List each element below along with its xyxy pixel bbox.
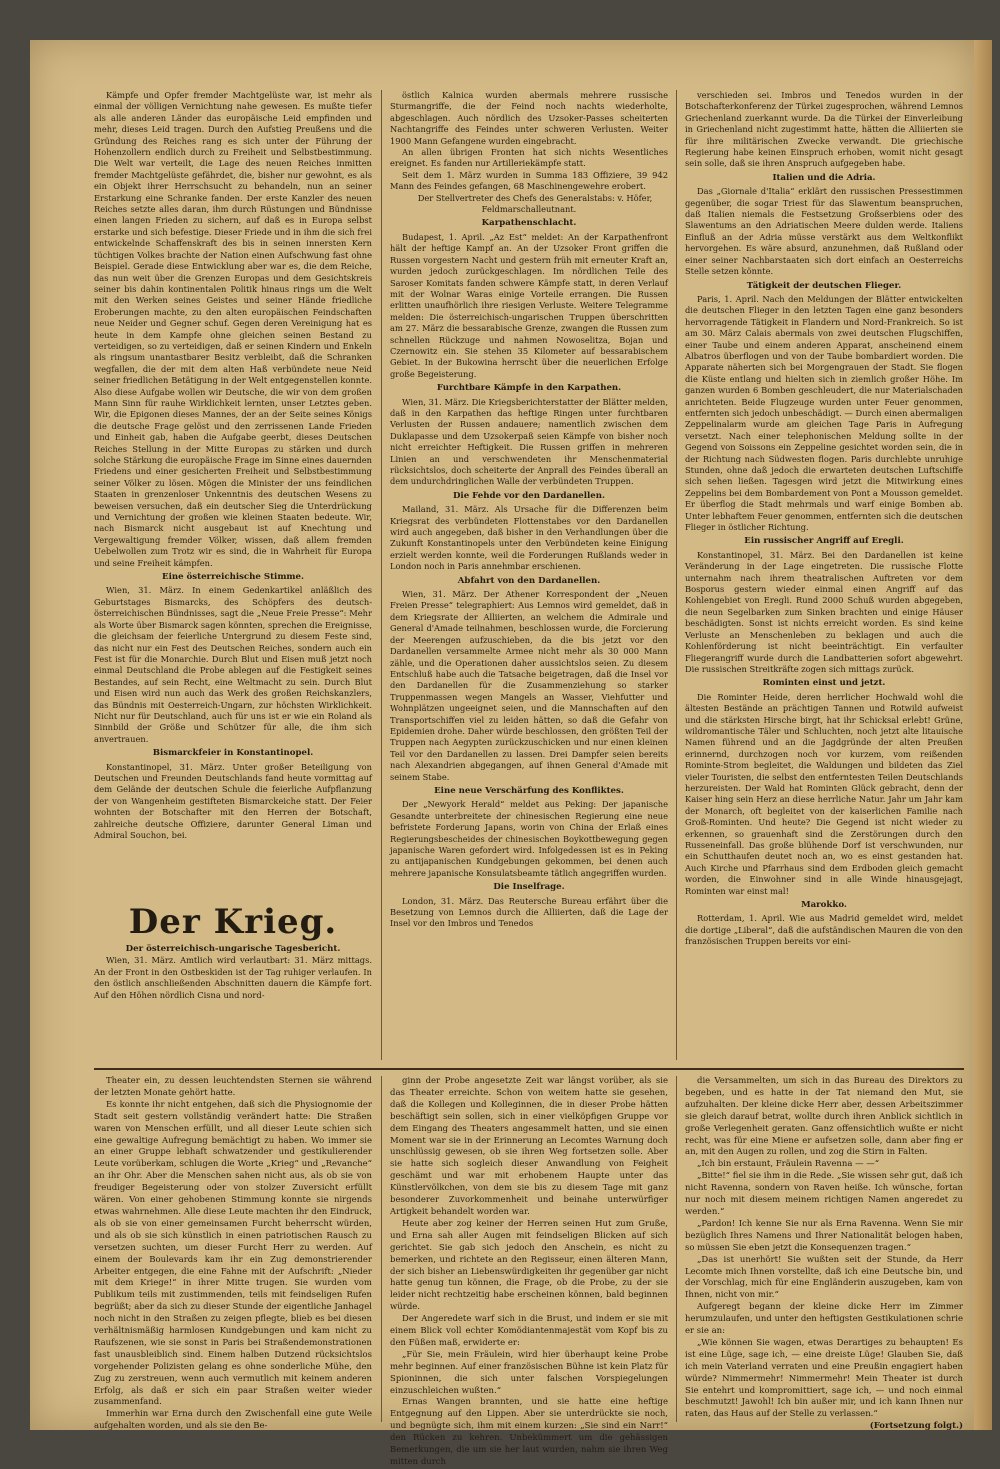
- article-text: Rotterdam, 1. April. Wie aus Madrid gemeldet wird, meldet die dortige „Liberal“, daß die aufständischen Mauren die von den französischen Truppen bereits vor eini-: [685, 913, 963, 947]
- section-heading: Italien und die Adria.: [772, 172, 876, 183]
- story-text: „Ich bin erstaunt, Fräulein Ravenna — —“: [697, 1159, 880, 1170]
- article-text: Wien, 31. März. In einem Gedenkartikel anläßlich des Geburtstages Bismarcks, des Schöpfers des deutsch-österreichischen Bündnisses, sagt die „Neue Freie Presse“: Mehr als Worte über Bismarck sagen könnten, sprechen die Ereignisse, die gleichsam der feierliche Untergrund zu diesem Feste sind, das nicht nur ein Fest des Deutschen Reiches, sondern auch ein Fest ist für die Monarchie. Durch Blut und Eisen muß jetzt noch einmal Deutschland die Probe ablegen auf die Festigkeit seines Bestandes, auf sein Recht, eine Weltmacht zu sein. Durch Blut und Eisen wird nun auch das Werk des großen Reichskanzlers, das Bündnis mit Oesterreich-Ungarn, zur höchsten Wirklichkeit. Nicht nur für Deutschland, auch für uns ist er wie ein Roland als Sinnbild der Größe und Schützer für alle, die ihm sich anvertrauen.: [94, 585, 372, 744]
- column-2: [390, 90, 668, 1060]
- section-heading: Furchtbare Kämpfe in den Karpathen.: [436, 383, 622, 394]
- story-text: „Für Sie, mein Fräulein, wird hier überhaupt keine Probe mehr beginnen. Auf einer französischen Bühne ist kein Platz für Spioninnen, die sich unter falschen Vorspiegelungen einzuschleichen wußten.“: [390, 1349, 668, 1396]
- story-text: Theater ein, zu dessen leuchtendsten Sternen sie während der letzten Monate gehört hatte.: [94, 1076, 372, 1098]
- feuilleton-column-3: [685, 1076, 963, 1432]
- newspaper-page: [30, 40, 974, 1467]
- article-text: Wien, 31. März. Die Kriegsberichterstatter der Blätter melden, daß in den Karpathen das heftige Ringen unter furchtbaren Verlusten der Russen andauere; namentlich zwischen dem Duklapasse und dem Uzsokerpaß seien Kämpfe von bisher noch nicht erreichter Heftigkeit. Die Russen griffen in mehreren Linien an und verschwendeten ihr Menschenmaterial rücksichtslos, doch scheiterte der Anprall des Feindes überall an dem undurchdringlichen Walle der verbündeten Truppen.: [390, 396, 668, 487]
- article-text: Das „Giornale d'Italia“ erklärt den russischen Pressestimmen gegenüber, die sogar Triest für das Slawentum beanspruchen, daß Italien niemals die Festsetzung Großserbiens oder des Slawentums an den Adriatischen Meere dulden werde. Italiens Einfluß an der Adria müsse verstärkt aus dem Weltkonflikt hervorgehen. Es wäre absurd, anzunehmen, daß Rußland oder einer seiner Nachbarstaaten sich dort einfach an Oesterreichs Stelle setzen könnte.: [685, 186, 963, 277]
- story-text: Ernas Wangen brannten, und sie hatte eine heftige Entgegnung auf den Lippen. Aber sie unterdrückte sie noch, und begnügte sich, ihm mit einem kurzen: „Sie sind ein Narr!“ den Rücken zu kehren. Unbekümmert um die gehässigen Bemerkungen, die um sie her laut wurden, nahm sie ihren Weg mitten durch: [390, 1397, 668, 1467]
- column-divider: [676, 90, 677, 1060]
- section-heading: Bismarckfeier in Konstantinopel.: [152, 748, 314, 759]
- section-heading: Karpathenschlacht.: [481, 218, 577, 229]
- feuilleton-column-1: [94, 1076, 372, 1432]
- article-text: Mailand, 31. März. Als Ursache für die Differenzen beim Kriegsrat des verbündeten Flottenstabes vor den Dardanellen wird auch angegeben, daß bisher in den Verhandlungen über die Zukunft Konstantinopels unter den Verbündeten keine Einigung erzielt werden konnte, weil die Forderungen Rußlands weder in London noch in Paris annehmbar erschienen.: [390, 504, 668, 572]
- story-text: Immerhin war Erna durch den Zwischenfall eine gute Weile aufgehalten worden, und als sie den Be-: [94, 1409, 372, 1432]
- feuilleton-column-2: [390, 1076, 668, 1467]
- article-text: Wien, 31. März. Amtlich wird verlautbart: 31. März mittags. An der Front in den Ostbeskiden ist der Tag ruhiger verlaufen. In den östlich anschließenden Abschnitten dauern die Kämpfe fort. Auf den Höhen nördlich Cisna und nord-: [94, 955, 372, 1000]
- continued-note: (Fortsetzung folgt.): [869, 1421, 963, 1432]
- story-text: „Pardon! Ich kenne Sie nur als Erna Ravenna. Wenn Sie mir bezüglich Ihres Namens und Ihrer Nationalität belogen haben, so müssen Sie eben jetzt die Konsequenzen tragen.“: [685, 1218, 963, 1253]
- article-text: Konstantinopel, 31. März. Unter großer Beteiligung von Deutschen und Freunden Deutschlands fand heute vormittag auf dem Gelände der deutschen Schule die feierliche Aufpflanzung der von Wangenheim gestifteten Bismarckeiche statt. Der Feier wohnten der Botschafter mit den Herren der Botschaft, zahlreiche deutsche Offiziere, darunter General Liman und Admiral Souchon, bei.: [94, 761, 372, 840]
- page-edge: [974, 40, 992, 1430]
- article-text: Konstantinopel, 31. März. Bei den Dardanellen ist keine Veränderung in der Lage eingetreten. Die russische Flotte unternahm nach ihrem theatralischen Auftreten vor dem Bosporus gestern wieder einmal einen Angriff auf das Kohlengebiet von Eregli. Rund 2000 Schuß wurden abgegeben, die neun Segelbarken zum Sinken brachten und einige Häuser beschädigten. Sonst ist nichts erreicht worden. Es sind keine Verluste an Menschenleben zu beklagen und auch die Kohlenförderung ist nicht beeinträchtigt. Ein verfaulter Fliegerangriff wurde durch die Landbatterien sofort abgewehrt. Die russischen Streitkräfte zogen sich mittags zurück.: [685, 549, 963, 674]
- story-text: Es konnte ihr nicht entgehen, daß sich die Physiognomie der Stadt seit gestern vollständig verändert hatte: Die Straßen waren von Menschen erfüllt, und all dieser Leute schien sich eine gewaltige Aufregung bemächtigt zu haben. Wo immer sie an einer Gruppe lebhaft schwatzender und gestikulierender Leute vorüberkam, schlugen die Worte „Krieg“ und „Revanche“ an ihr Ohr. Aber die Menschen sahen nicht aus, als ob sie von freudiger Begeisterung oder von stolzer Zuversicht erfüllt wären. Von einer gehobenen Stimmung konnte sie nirgends etwas wahrnehmen. Alle diese Leute machten ihr den Eindruck, als ob sie von einer gemeinsamen Furcht beherrscht würden, und als ob sie sich künstlich in einen patriotischen Rausch zu versetzen suchten, um dieser Furcht Herr zu werden. Auf einem der Boulevards kam ihr ein Zug demonstrierender Arbeiter entgegen, die eine Fahne mit der Aufschrift: „Nieder mit dem Kriege!“ in ihrer Mitte trugen. Sie wurden vom Publikum teils mit zustimmenden, teils mit feindseligen Rufen begrüßt; aber da sich zu dieser Stunde der eigentliche Janhagel noch nicht in den Straßen zu zeigen pflegte, blieb es bei diesen verhältnismäßig harmlosen Kundgebungen und kam nicht zu Raufszenen, wie sie sonst in Paris bei Straßendemonstrationen fast unausbleiblich sind. Einem halben Dutzend rücksichtslos vorgehender Polizisten gelang es ohne sonderliche Mühe, den Zug zu zerstreuen, wenn auch vermutlich mit keinem anderen Erfolg, als daß er sich ein paar Straßen weiter wieder zusammenfand.: [94, 1099, 372, 1408]
- story-text: „Wie können Sie wagen, etwas Derartiges zu behaupten! Es ist eine Lüge, sage ich, — eine dreiste Lüge! Glauben Sie, daß ich mein Vaterland verraten und eine Preußin engagiert haben würde? Nimmermehr! Nimmermehr! Mein Theater ist durch Sie entehrt und kompromittiert, sage ich, — und noch einmal beschmutzt! Jawohl! Ich bin außer mir, und ich kann Ihnen nur raten, das Haus auf der Stelle zu verlassen.“: [685, 1337, 963, 1420]
- column-3: [685, 90, 963, 1060]
- article-text: Die Rominter Heide, deren herrlicher Hochwald wohl die ältesten Bestände an prächtigen Tannen und Rotwild aufweist und die stärksten Hirsche birgt, hat ihr Schicksal erlebt! Grüne, wildromantische Täler und Schluchten, noch jetzt alte litauische Namen führend und an die Jagdgründe der alten Preußen erinnernd, durchzogen noch vor kurzem, vom reißenden Rominte-Strom begleitet, die Waldungen und bildeten das Ziel vieler Touristen, die selbst den entferntesten Teilen Deutschlands herzureisten. Der Wald hat Rominten Glück gebracht, denn der Kaiser hing sein Herz an diese herrliche Natur. Jahr um Jahr kam der Monarch, oft begleitet von der kaiserlichen Familie nach Groß-Rominten. Und heute? Die Gegend ist nicht wieder zu erkennen, so grauenhaft sind die Zerstörungen durch den Russeneinfall. Das große blühende Dorf ist verschwunden, nur ein Schutthaufen deutet noch an, wo es einst gestanden hat. Auch Kirche und Pfarrhaus sind dem Erdboden gleich gemacht worden, die Einwohner sind in alle Winde hinausgejagt, Rominten war einst mal!: [685, 691, 963, 896]
- section-heading: Die Inselfrage.: [493, 882, 565, 893]
- war-headline: Der Krieg.: [128, 902, 338, 942]
- story-text: Aufgeregt begann der kleine dicke Herr im Zimmer herumzulaufen, und unter den heftigsten Gestikulationen schrie er sie an:: [685, 1302, 963, 1337]
- column-1: [94, 90, 372, 912]
- war-subheadline: Der österreichisch-ungarische Tagesbericht.: [125, 944, 341, 954]
- article-text: Wien, 31. März. Der Athener Korrespondent der „Neuen Freien Presse“ telegraphiert: Aus Lemnos wird gemeldet, daß in dem Kriegsrate der Alliierten, an welchem die Admirale und General d'Amade teilnahmen, beschlossen wurde, die Forcierung der Meerengen aufzuschieben, da die bis jetzt vor den Dardanellen versammelte Armee nicht mehr als 30 000 Mann zähle, und die Operationen daher aussichtslos seien. Zu diesem Entschluß habe auch die Tatsache beigetragen, daß die Insel vor den Dardanellen für die Zusammenziehung so starker Truppenmassen wegen Mangels an Wasser, Viehfutter und Wohnplätzen ungeeignet seien, und die Mannschaften auf den Transportschiffen viel zu leiden hätten, so daß die Gefahr von Epidemien drohe. Daher würde beschlossen, den größten Teil der Truppen nach Aegypten zurückzuschicken und nur einen kleinen Teil vor den Dardanellen zu lassen. Drei Dampfer seien bereits nach Alexandrien abgegangen, auf ihnen General d'Amade mit seinem Stabe.: [390, 589, 668, 782]
- story-text: „Das ist unerhört! Sie wußten seit der Stunde, da Herr Lecomte mich Ihnen vorstellte, daß ich eine Deutsche bin, und der Vorschlag, mich für eine Engländerin auszugeben, kam von Ihnen, nicht von mir.“: [685, 1254, 963, 1301]
- article-text: Der Stellvertreter des Chefs des Generalstabs: v. Höfer, Feldmarschalleutnant.: [417, 192, 653, 215]
- article-text: Paris, 1. April. Nach den Meldungen der Blätter entwickelten die deutschen Flieger in den letzten Tagen eine ganz besonders hervorragende Tätigkeit in Flandern und Nord-Frankreich. So ist am 30. März Calais abermals von zwei deutschen Flugschiffen, einer Taube und einem anderen Apparat, anscheinend einem Albatros überflogen und von der Taube bombardiert worden. Die Apparate näherten sich bei Morgengrauen der Stadt. Sie flogen die Küste entlang und hielten sich in ziemlich großer Höhe. Im ganzen wurden 6 Bomben geschleudert, die nur Materialschaden anrichteten. Beide Flugzeuge wurden unter Feuer genommen, entfernten sich jedoch unbeschädigt. — Durch einen abermaligen Zeppelinalarm wurde am gleichen Tage Paris in Aufregung versetzt. Nach einer telephonischen Meldung sollte in der Gegend von Soissons ein Zeppeline gesichtet worden sein, die in der Richtung nach Südwesten flogen. Paris durchlebte unruhige Stunden, ohne daß jedoch die erwarteten deutschen Luftschiffe sich sehen ließen. Tagesgen wird jetzt die Mitwirkung eines Zeppelins bei dem Bombardement von Pont a Mousson gemeldet. Er überflog die Stadt mehrmals und warf einige Bomben ab. Unter lebhaftem Feuer genommen, entfernten sich die deutschen Flieger in östlicher Richtung.: [685, 293, 963, 533]
- article-text: östlich Kalnica wurden abermals mehrere russische Sturmangriffe, die der Feind noch nachts wiederholte, abgeschlagen. Auch nördlich des Uzsoker-Passes scheiterten Nachtangriffe des Feindes unter schweren Verlusten. Weiter 1900 Mann Gefangene wurden eingebracht.: [390, 90, 668, 146]
- section-heading: Die Fehde vor den Dardanellen.: [452, 490, 606, 501]
- column-divider: [381, 90, 382, 1060]
- section-heading: Tätigkeit der deutschen Flieger.: [746, 280, 902, 291]
- section-heading: Rominten einst und jetzt.: [762, 678, 886, 689]
- article-text: verschieden sei. Imbros und Tenedos wurden in der Botschafterkonferenz der Türkei zugesprochen, während Lemnos Griechenland zuerkannt wurde. Da die Türkei der Einverleibung in Griechenland nicht zugestimmt hatte, hätten die Alliierten sie für ihre militärischen Zwecke verwandt. Die griechische Regierung habe keinen Einspruch erhoben, womit nicht gesagt sein solle, daß sie ihren Anspruch aufgegeben habe.: [685, 90, 963, 169]
- story-text: „Bitte!“ fiel sie ihm in die Rede. „Sie wissen sehr gut, daß ich nicht Ravenna, sondern von Raven heiße. Ich wünsche, fortan nur noch mit diesem meinem richtigen Namen angeredet zu werden.“: [685, 1171, 963, 1217]
- article-text: Seit dem 1. März wurden in Summa 183 Offiziere, 39 942 Mann des Feindes gefangen, 68 Maschinengewehre erobert.: [390, 169, 668, 192]
- story-text: Der Angeredete warf sich in die Brust, und indem er sie mit einem Blick voll echter Komödiantenmajestät vom Kopf bis zu den Füßen maß, erwiderte er:: [390, 1314, 668, 1348]
- feuilleton-divider: [94, 1068, 964, 1070]
- section-heading: Marokko.: [801, 900, 847, 911]
- article-text: Der „Newyork Herald“ meldet aus Peking: Der japanische Gesandte unterbreitete der chinesischen Regierung eine neue befristete Forderung Japans, worin von China der Erlaß eines Regierungsbescheides der chinesischen Boykottbewegung gegen japanische Waren gefordert wird. Infolgedessen ist es in Peking zu antijapanischen Kundgebungen gekommen, bei denen auch mehrere japanische Konsulatsbeamte tätlich angegriffen wurden.: [390, 799, 668, 878]
- story-text: die Versammelten, um sich in das Bureau des Direktors zu begeben, und es hatte in der Tat niemand den Mut, sie aufzuhalten. Der kleine dicke Herr aber, dessen Arbeitszimmer sie gleich darauf betrat, wollte durch ihren Anblick sichtlich in große Verlegenheit geraten. Ganz offensichtlich wußte er nicht recht, was für eine Miene er aufsetzen solle, dann aber fing er an, mit den Augen zu rollen, und zog die Stirn in Falten.: [685, 1076, 963, 1158]
- section-heading: Eine österreichische Stimme.: [162, 572, 304, 583]
- column-divider: [676, 1076, 677, 1422]
- section-heading: Ein russischer Angriff auf Eregli.: [744, 536, 904, 547]
- article-text: London, 31. März. Das Reutersche Bureau erfährt über die Besetzung von Lemnos durch die Alliierten, daß die Lage der Insel vor den Imbros und Tenedos: [390, 895, 668, 929]
- article-text: Budapest, 1. April. „Az Est“ meldet: An der Karpathenfront hält der heftige Kampf an. An der Uzsoker Front griffen die Russen vorgestern Nacht und gestern früh mit erneuter Kraft an, wurden jedoch zurückgeschlagen. Im nördlichen Teile des Saroser Komitats fanden schwere Kämpfe statt, in deren Verlauf mit der Wolnar Waras einige Vorteile errangen. Die Russen erlitten unaufhörlich ihre riesigen Verluste. Weitere Telegramme melden: Die österreichisch-ungarischen Truppen überschritten am 27. März die bessarabische Grenze, zwangen die Russen zum schnellen Rückzuge und nahmen Nowoselitza, Bojan und Czernowitz ein. Sie stehen 35 Kilometer auf bessarabischem Gebiet. In der Bukowina herrscht über die neuerlichen Erfolge große Begeisterung.: [390, 231, 668, 379]
- section-heading: Abfahrt von den Dardanellen.: [457, 575, 601, 586]
- article-text: An allen übrigen Fronten hat sich nichts Wesentliches ereignet. Es fanden nur Artilleriekämpfe statt.: [390, 147, 668, 169]
- war-section: [94, 898, 372, 1060]
- article-text: Kämpfe und Opfer fremder Machtgelüste war, ist mehr als einmal der völligen Vernichtung nahe gewesen. Es mußte tiefer als alle anderen Länder das europäische Leid empfinden und mehr, dieses Leid tragen. Durch den Aufstieg Preußens und die Gründung des Reiches rang es sich unter der Führung der Hohenzollern endlich durch zu Freiheit und Selbstbestimmung. Die Welt war verteilt, die Lage des neuen Reiches inmitten fremder Machtgelüste gefährdet, die, bisher nur gewohnt, es als ein Objekt ihrer Herrschsucht zu behandeln, nun an seiner Erstarkung eine Schranke fanden. Der erste Kanzler des neuen Reiches setzte alles daran, ihm durch Rüstungen und Bündnisse einen langen Frieden zu sichern, auf daß es in Europa selbst erstarke und sich befestige. Dieser Friede und in ihm die sich frei entwickelnde Schaffenskraft des bis in seinen innersten Kern tüchtigen Volkes brachte der Nation einen Aufschwung fast ohne Beispiel. Gerade diese Entwicklung aber war es, die dem Reiche, das nun weit über die Grenzen Europas und dem Gesichtskreis seiner bis dahin kontinentalen Politik hinaus rings um die Welt mit den Werken seines Geistes und seiner Hände friedliche Eroberungen machte, zu den alten europäischen Feindschaften neue Neider und Gegner schuf. Gegen deren Vereinigung hat es heute in dem Kampfe ohne gleichen seinen Bestand zu verteidigen, so zu verteidigen, daß er seinen Kindern und Enkeln als ringsum unantastbarer Besitz verbleibt, daß die Schranken wegfallen, die der mit dem alten Haß verbündete neue Neid seiner friedlichen Betätigung in der Welt entgegenstellen konnte. Also diese Aufgabe wollen wir Deutsche, die wir von dem großen Mann Sinn für rauhe Wirklichkeit lernten, unser Letztes geben. Wir, die Epigonen dieses Mannes, der an der Seite seines Königs die deutsche Frage gelöst und den zerrissenen Lande Frieden und Einheit gab, haben die Aufgabe geerbt, dieses Deutschen Reiches Stellung in der Mitte Europas zu stärken und durch solche Stärkung die europäische Frage im Sinne eines dauernden Friedens und einer gesicherten Freiheit und Selbstbestimmung seiner Völker zu lösen. Mögen die Minister der uns feindlichen Staaten in grenzenloser Unkenntnis des deutschen Wesens zu beweisen versuchen, daß ein deutscher Sieg die Unterdrückung und Vernichtung der großen wie kleinen Staaten bedeute. Wir, nach Bismarck nicht ausgebaut ist auf Knechtung und Vergewaltigung fremder Völker, wissen, daß allem fremden Uebelwollen zum Trotz wir es sind, die in Wahrheit für Europa und seine Freiheit kämpfen.: [94, 90, 372, 568]
- column-divider: [381, 1076, 382, 1422]
- section-heading: Eine neue Verschärfung des Konfliktes.: [434, 785, 624, 796]
- story-text: Heute aber zog keiner der Herren seinen Hut zum Gruße, und Erna sah aller Augen mit feindseligen Blicken auf sich gerichtet. Sie gab sich jedoch den Anschein, es nicht zu bemerken, und richtete an den Regisseur, einen älteren Mann, der sich bisher an Liebenswürdigkeiten ihr gegenüber gar nicht hatte genug tun können, die Frage, ob die Probe, zu der sie leider nicht rechtzeitig habe erscheinen können, bald beginnen würde.: [390, 1218, 668, 1313]
- story-text: ginn der Probe angesetzte Zeit war längst vorüber, als sie das Theater erreichte. Schon von weitem hatte sie gesehen, daß die Kollegen und Kolleginnen, die in dieser Probe hätten beschäftigt sein sollen, sich in einer vielköpfigen Gruppe vor dem Eingang des Theaters angesammelt hatten, und sie einen Moment war sie in der Erinnerung an Lecomtes Warnung doch unschlüssig gewesen, ob sie ihren Weg fortsetzen solle. Aber sie hatte sich sogleich dieser Anwandlung von Feigheit geschämt und war mit erhobenem Haupte unter das Künstlervölkchen, von dem sie bis zu diesem Tage mit ganz besonderer Zuvorkommenheit und beinahe unterwürfiger Artigkeit behandelt worden war.: [390, 1076, 668, 1217]
